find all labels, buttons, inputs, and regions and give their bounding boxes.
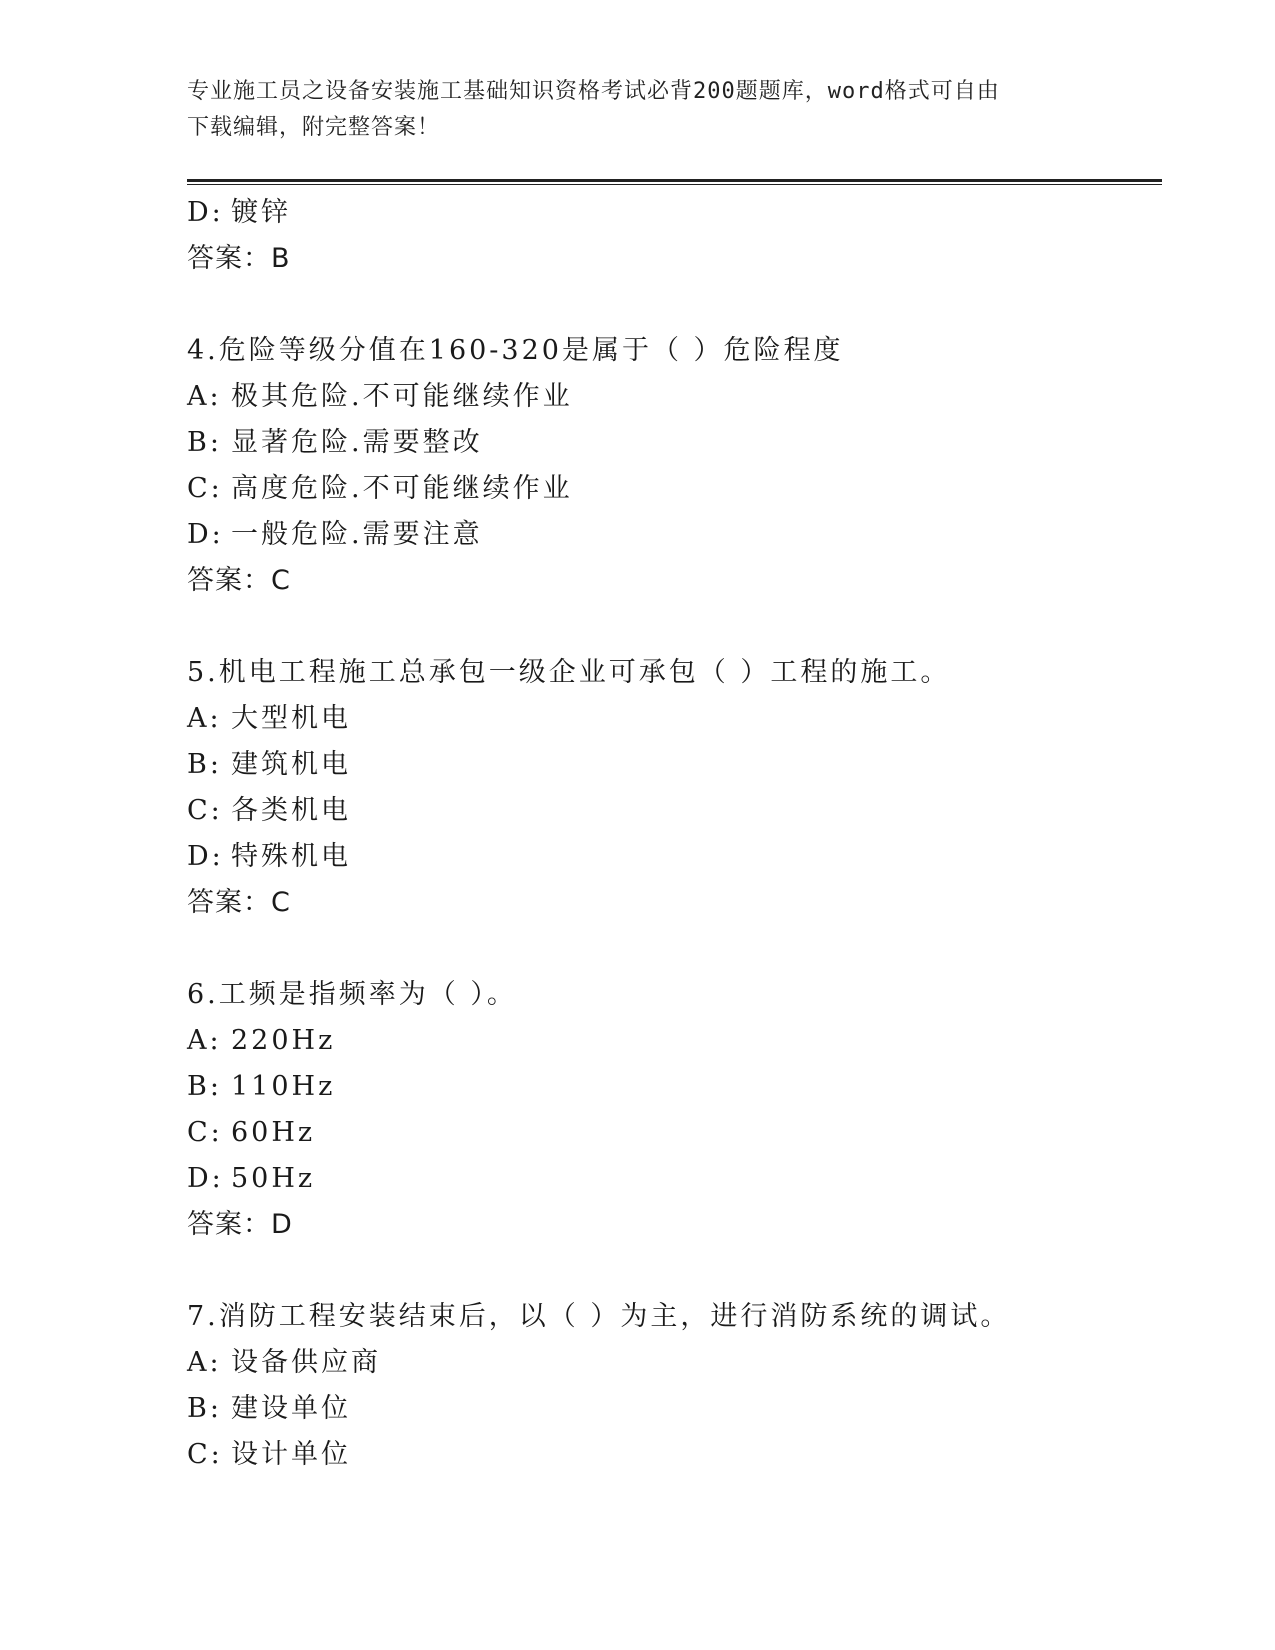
option-text: 显著危险.需要整改 bbox=[231, 427, 483, 458]
option-letter: C: bbox=[187, 795, 223, 826]
option-text: 高度危险.不可能继续作业 bbox=[231, 473, 573, 504]
option-text: 各类机电 bbox=[231, 795, 351, 826]
question-stem: 6.工频是指频率为（ ）。 bbox=[187, 979, 517, 1010]
option-text: 50Hz bbox=[231, 1163, 316, 1194]
option-letter: D: bbox=[187, 1163, 224, 1194]
answer-line: 答案：C bbox=[187, 565, 291, 596]
option-letter: A: bbox=[187, 703, 222, 734]
question-stem: 5.机电工程施工总承包一级企业可承包（ ）工程的施工。 bbox=[187, 657, 951, 688]
option-text: 特殊机电 bbox=[231, 841, 351, 872]
option-a bbox=[187, 696, 1162, 742]
option-c bbox=[187, 1432, 1162, 1478]
option-text: 一般危险.需要注意 bbox=[231, 519, 483, 550]
option-text: 大型机电 bbox=[231, 703, 351, 734]
answer-line: 答案：C bbox=[187, 887, 291, 918]
document-header bbox=[187, 74, 1077, 146]
answer-line: 答案：B bbox=[187, 243, 291, 274]
option-letter: D: bbox=[187, 841, 224, 872]
option-letter: D: bbox=[187, 519, 224, 550]
option-letter: C: bbox=[187, 1117, 223, 1148]
option-d bbox=[187, 1156, 1162, 1202]
option-letter: A: bbox=[187, 1025, 222, 1056]
option-text: 建筑机电 bbox=[231, 749, 351, 780]
option-text: 110Hz bbox=[231, 1071, 336, 1102]
option-letter: C: bbox=[187, 473, 223, 504]
option-d bbox=[187, 512, 1162, 558]
option-b bbox=[187, 1064, 1162, 1110]
option-letter: B: bbox=[187, 1071, 222, 1102]
option-letter: A: bbox=[187, 381, 222, 412]
question-list bbox=[187, 190, 1162, 1478]
option-b bbox=[187, 1386, 1162, 1432]
option-d bbox=[187, 190, 1162, 236]
option-c bbox=[187, 466, 1162, 512]
header-rule-thick bbox=[187, 179, 1162, 182]
option-b bbox=[187, 742, 1162, 788]
option-a bbox=[187, 1018, 1162, 1064]
option-b bbox=[187, 420, 1162, 466]
option-letter: A: bbox=[187, 1347, 222, 1378]
option-letter: D: bbox=[187, 197, 224, 228]
option-letter: B: bbox=[187, 749, 222, 780]
header-rule-thin bbox=[187, 184, 1162, 185]
option-text: 设计单位 bbox=[231, 1439, 351, 1470]
option-text: 设备供应商 bbox=[231, 1347, 381, 1378]
header-line-1: 专业施工员之设备安装施工基础知识资格考试必背200题题库，word格式可自由 bbox=[187, 79, 1000, 104]
option-c bbox=[187, 788, 1162, 834]
header-line-2: 下载编辑，附完整答案！ bbox=[187, 115, 441, 140]
option-text: 镀锌 bbox=[231, 197, 291, 228]
option-text: 220Hz bbox=[231, 1025, 336, 1056]
option-text: 60Hz bbox=[231, 1117, 316, 1148]
option-c bbox=[187, 1110, 1162, 1156]
option-text: 建设单位 bbox=[231, 1393, 351, 1424]
option-letter: B: bbox=[187, 1393, 222, 1424]
question-stem: 7.消防工程安装结束后，以（ ）为主，进行消防系统的调试。 bbox=[187, 1301, 1011, 1332]
answer-line: 答案：D bbox=[187, 1209, 293, 1240]
option-d bbox=[187, 834, 1162, 880]
option-text: 极其危险.不可能继续作业 bbox=[231, 381, 573, 412]
question-stem: 4.危险等级分值在160-320是属于（ ）危险程度 bbox=[187, 335, 844, 366]
option-a bbox=[187, 374, 1162, 420]
option-a bbox=[187, 1340, 1162, 1386]
option-letter: B: bbox=[187, 427, 222, 458]
option-letter: C: bbox=[187, 1439, 223, 1470]
